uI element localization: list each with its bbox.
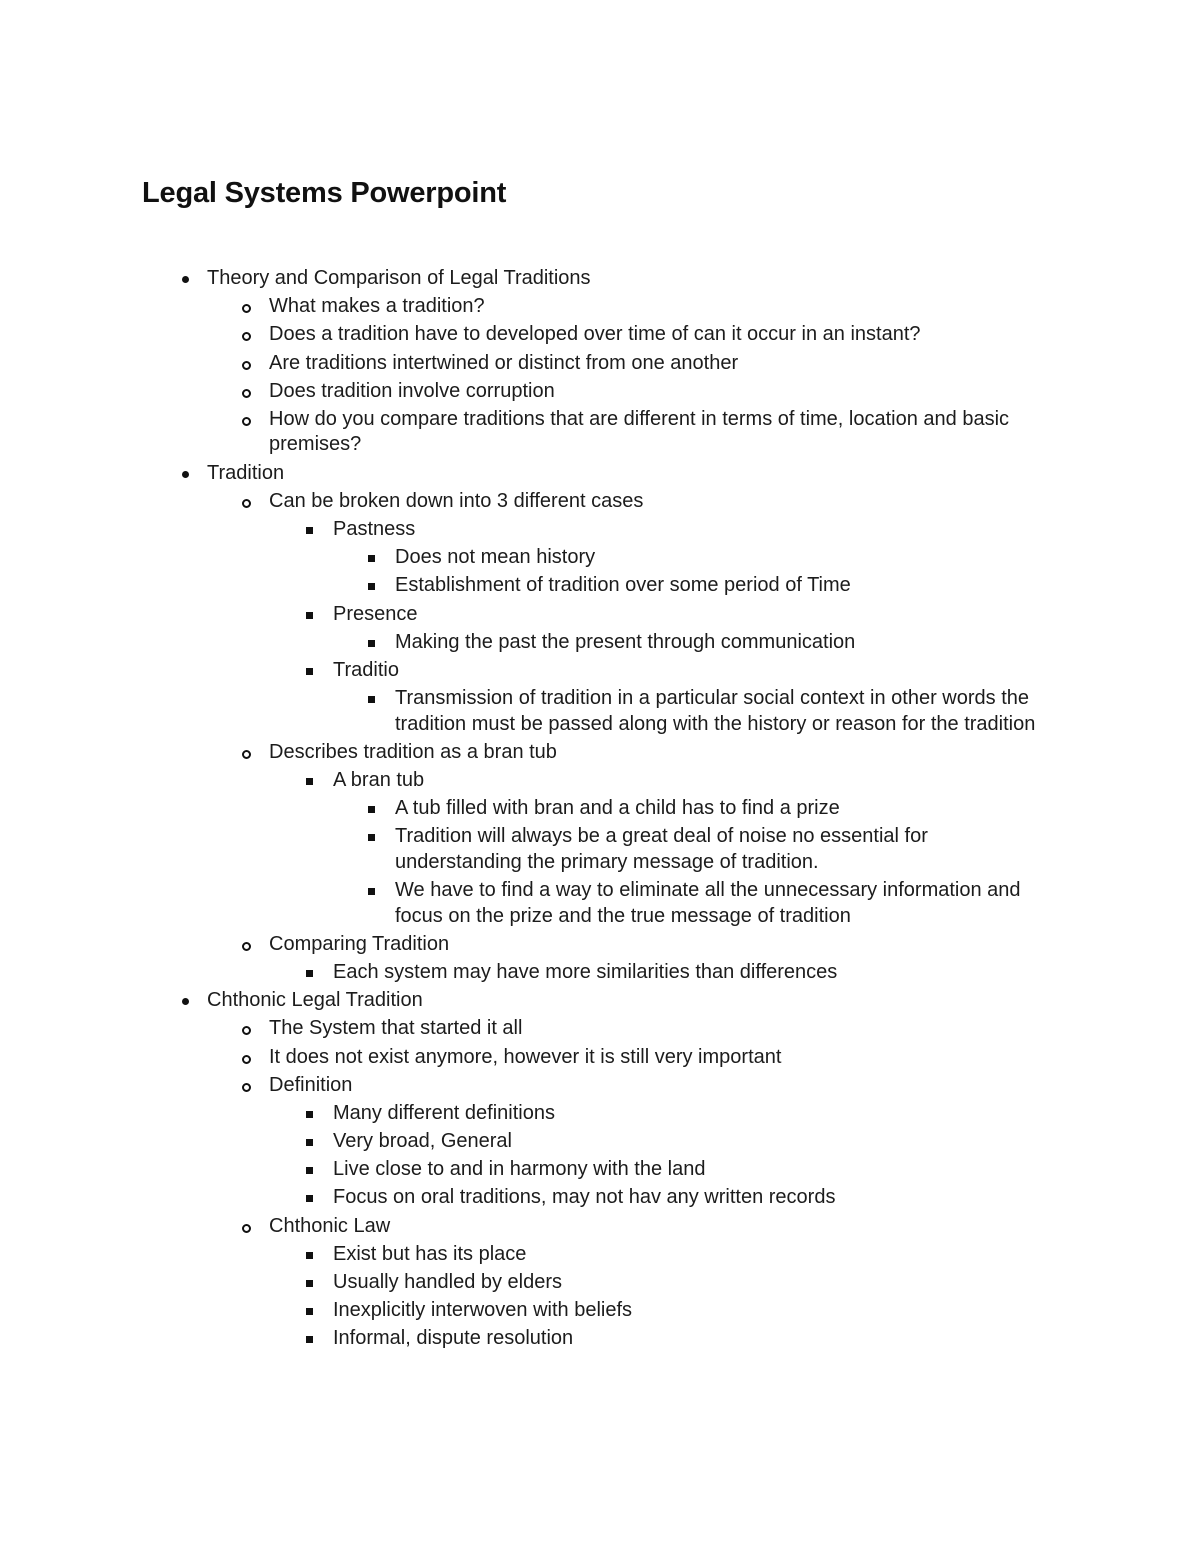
outline-list — [0, 266, 1200, 1355]
square-bullet-icon — [368, 640, 375, 647]
outline-item — [333, 1157, 1033, 1185]
hollow-circle-bullet-icon — [242, 389, 251, 398]
square-bullet-icon — [306, 1167, 313, 1174]
outline-item-text: Does not mean history — [395, 546, 596, 569]
outline-item — [207, 266, 1047, 294]
square-bullet-icon — [368, 583, 375, 590]
outline-item — [269, 379, 1049, 407]
outline-item — [269, 1045, 1049, 1073]
outline-item-text: We have to find a way to eliminate all the unnecessary information and focus on the prize and the true message of tradition — [395, 879, 1021, 927]
outline-item-text: What makes a tradition? — [269, 295, 485, 318]
outline-item — [333, 658, 1033, 686]
outline-item-text: Making the past the present through communication — [395, 630, 856, 653]
outline-item-text: Definition — [269, 1073, 353, 1096]
outline-item — [269, 1214, 1049, 1242]
outline-item — [395, 686, 1050, 740]
outline-item — [269, 294, 1049, 322]
hollow-circle-bullet-icon — [242, 1083, 251, 1092]
outline-item — [395, 630, 1050, 658]
square-bullet-icon — [306, 1195, 313, 1202]
outline-item — [269, 1073, 1049, 1101]
outline-item-text: Usually handled by elders — [333, 1271, 563, 1293]
outline-item — [333, 768, 1033, 796]
outline-item — [269, 740, 1049, 768]
outline-item — [207, 461, 1047, 489]
square-bullet-icon — [306, 1336, 313, 1343]
outline-item — [333, 1101, 1033, 1129]
outline-item — [333, 1185, 1033, 1213]
square-bullet-icon — [306, 970, 313, 977]
outline-item-text: Transmission of tradition in a particular social context in other words the tradition must be passed along with the history or reason for the tradition — [395, 687, 1036, 735]
outline-item-text: Tradition will always be a great deal of noise no essential for understanding the primary message of tradition. — [395, 825, 928, 873]
outline-item-text: The System that started it all — [269, 1017, 523, 1040]
square-bullet-icon — [368, 555, 375, 562]
outline-item-text: Theory and Comparison of Legal Traditions — [207, 267, 591, 289]
square-bullet-icon — [368, 806, 375, 813]
outline-item-text: Exist but has its place — [333, 1242, 527, 1265]
hollow-circle-bullet-icon — [242, 361, 251, 370]
outline-item — [269, 407, 1049, 461]
outline-item — [333, 1270, 1033, 1298]
square-bullet-icon — [306, 1111, 313, 1118]
filled-circle-bullet-icon — [182, 276, 189, 283]
square-bullet-icon — [306, 668, 313, 675]
outline-item-text: It does not exist anymore, however it is still very important — [269, 1045, 782, 1068]
outline-item-text: Are traditions intertwined or distinct from one another — [269, 351, 739, 374]
outline-item-text: Many different definitions — [333, 1101, 555, 1124]
outline-item-text: Does a tradition have to developed over time of can it occur in an instant? — [269, 323, 921, 346]
hollow-circle-bullet-icon — [242, 499, 251, 508]
square-bullet-icon — [368, 696, 375, 703]
outline-item — [269, 351, 1049, 379]
outline-item-text: Establishment of tradition over some period of Time — [395, 574, 851, 597]
outline-item-text: Traditio — [333, 658, 399, 681]
outline-item — [333, 517, 1033, 545]
outline-item — [333, 1242, 1033, 1270]
outline-item-text: Describes tradition as a bran tub — [269, 740, 557, 763]
outline-item — [333, 1129, 1033, 1157]
hollow-circle-bullet-icon — [242, 1055, 251, 1064]
outline-item — [395, 824, 1050, 878]
outline-item-text: Chthonic Legal Tradition — [207, 989, 423, 1012]
outline-item — [269, 489, 1049, 517]
outline-item — [269, 1016, 1049, 1044]
outline-item — [269, 322, 1049, 350]
outline-item-text: How do you compare traditions that are different in terms of time, location and basic premises? — [269, 407, 1010, 456]
hollow-circle-bullet-icon — [242, 304, 251, 313]
hollow-circle-bullet-icon — [242, 332, 251, 341]
outline-item-text: Focus on oral traditions, may not hav any written records — [333, 1186, 836, 1209]
square-bullet-icon — [368, 834, 375, 841]
square-bullet-icon — [368, 888, 375, 895]
outline-item — [269, 932, 1049, 960]
hollow-circle-bullet-icon — [242, 1224, 251, 1233]
outline-item-text: Informal, dispute resolution — [333, 1327, 574, 1350]
outline-item-text: Tradition — [207, 461, 285, 484]
outline-item — [395, 545, 1050, 573]
outline-item-text: Presence — [333, 602, 418, 625]
outline-item-text: A bran tub — [333, 769, 425, 791]
outline-item — [333, 602, 1033, 630]
outline-item-text: Each system may have more similarities than differences — [333, 960, 838, 983]
square-bullet-icon — [306, 1252, 313, 1259]
outline-item — [395, 878, 1050, 932]
outline-item — [333, 1326, 1033, 1354]
outline-item-text: Pastness — [333, 518, 416, 540]
outline-item — [207, 988, 1047, 1016]
filled-circle-bullet-icon — [182, 471, 189, 478]
outline-item-text: Does tradition involve corruption — [269, 379, 555, 402]
outline-item — [395, 796, 1050, 824]
hollow-circle-bullet-icon — [242, 942, 251, 951]
outline-item — [333, 960, 1033, 988]
outline-item-text: Comparing Tradition — [269, 932, 450, 955]
hollow-circle-bullet-icon — [242, 1026, 251, 1035]
hollow-circle-bullet-icon — [242, 417, 251, 426]
filled-circle-bullet-icon — [182, 998, 189, 1005]
outline-item-text: Very broad, General — [333, 1130, 512, 1153]
square-bullet-icon — [306, 527, 313, 534]
outline-item — [333, 1298, 1033, 1326]
outline-item-text: Can be broken down into 3 different cases — [269, 489, 644, 512]
outline-item-text: A tub filled with bran and a child has to find a prize — [395, 797, 840, 820]
outline-item — [395, 573, 1050, 601]
outline-item-text: Inexplicitly interwoven with beliefs — [333, 1299, 633, 1322]
square-bullet-icon — [306, 1139, 313, 1146]
page-title: Legal Systems Powerpoint — [142, 177, 507, 209]
square-bullet-icon — [306, 1308, 313, 1315]
square-bullet-icon — [306, 1280, 313, 1287]
square-bullet-icon — [306, 778, 313, 785]
outline-item-text: Chthonic Law — [269, 1214, 391, 1237]
square-bullet-icon — [306, 612, 313, 619]
hollow-circle-bullet-icon — [242, 750, 251, 759]
outline-item-text: Live close to and in harmony with the land — [333, 1158, 706, 1181]
